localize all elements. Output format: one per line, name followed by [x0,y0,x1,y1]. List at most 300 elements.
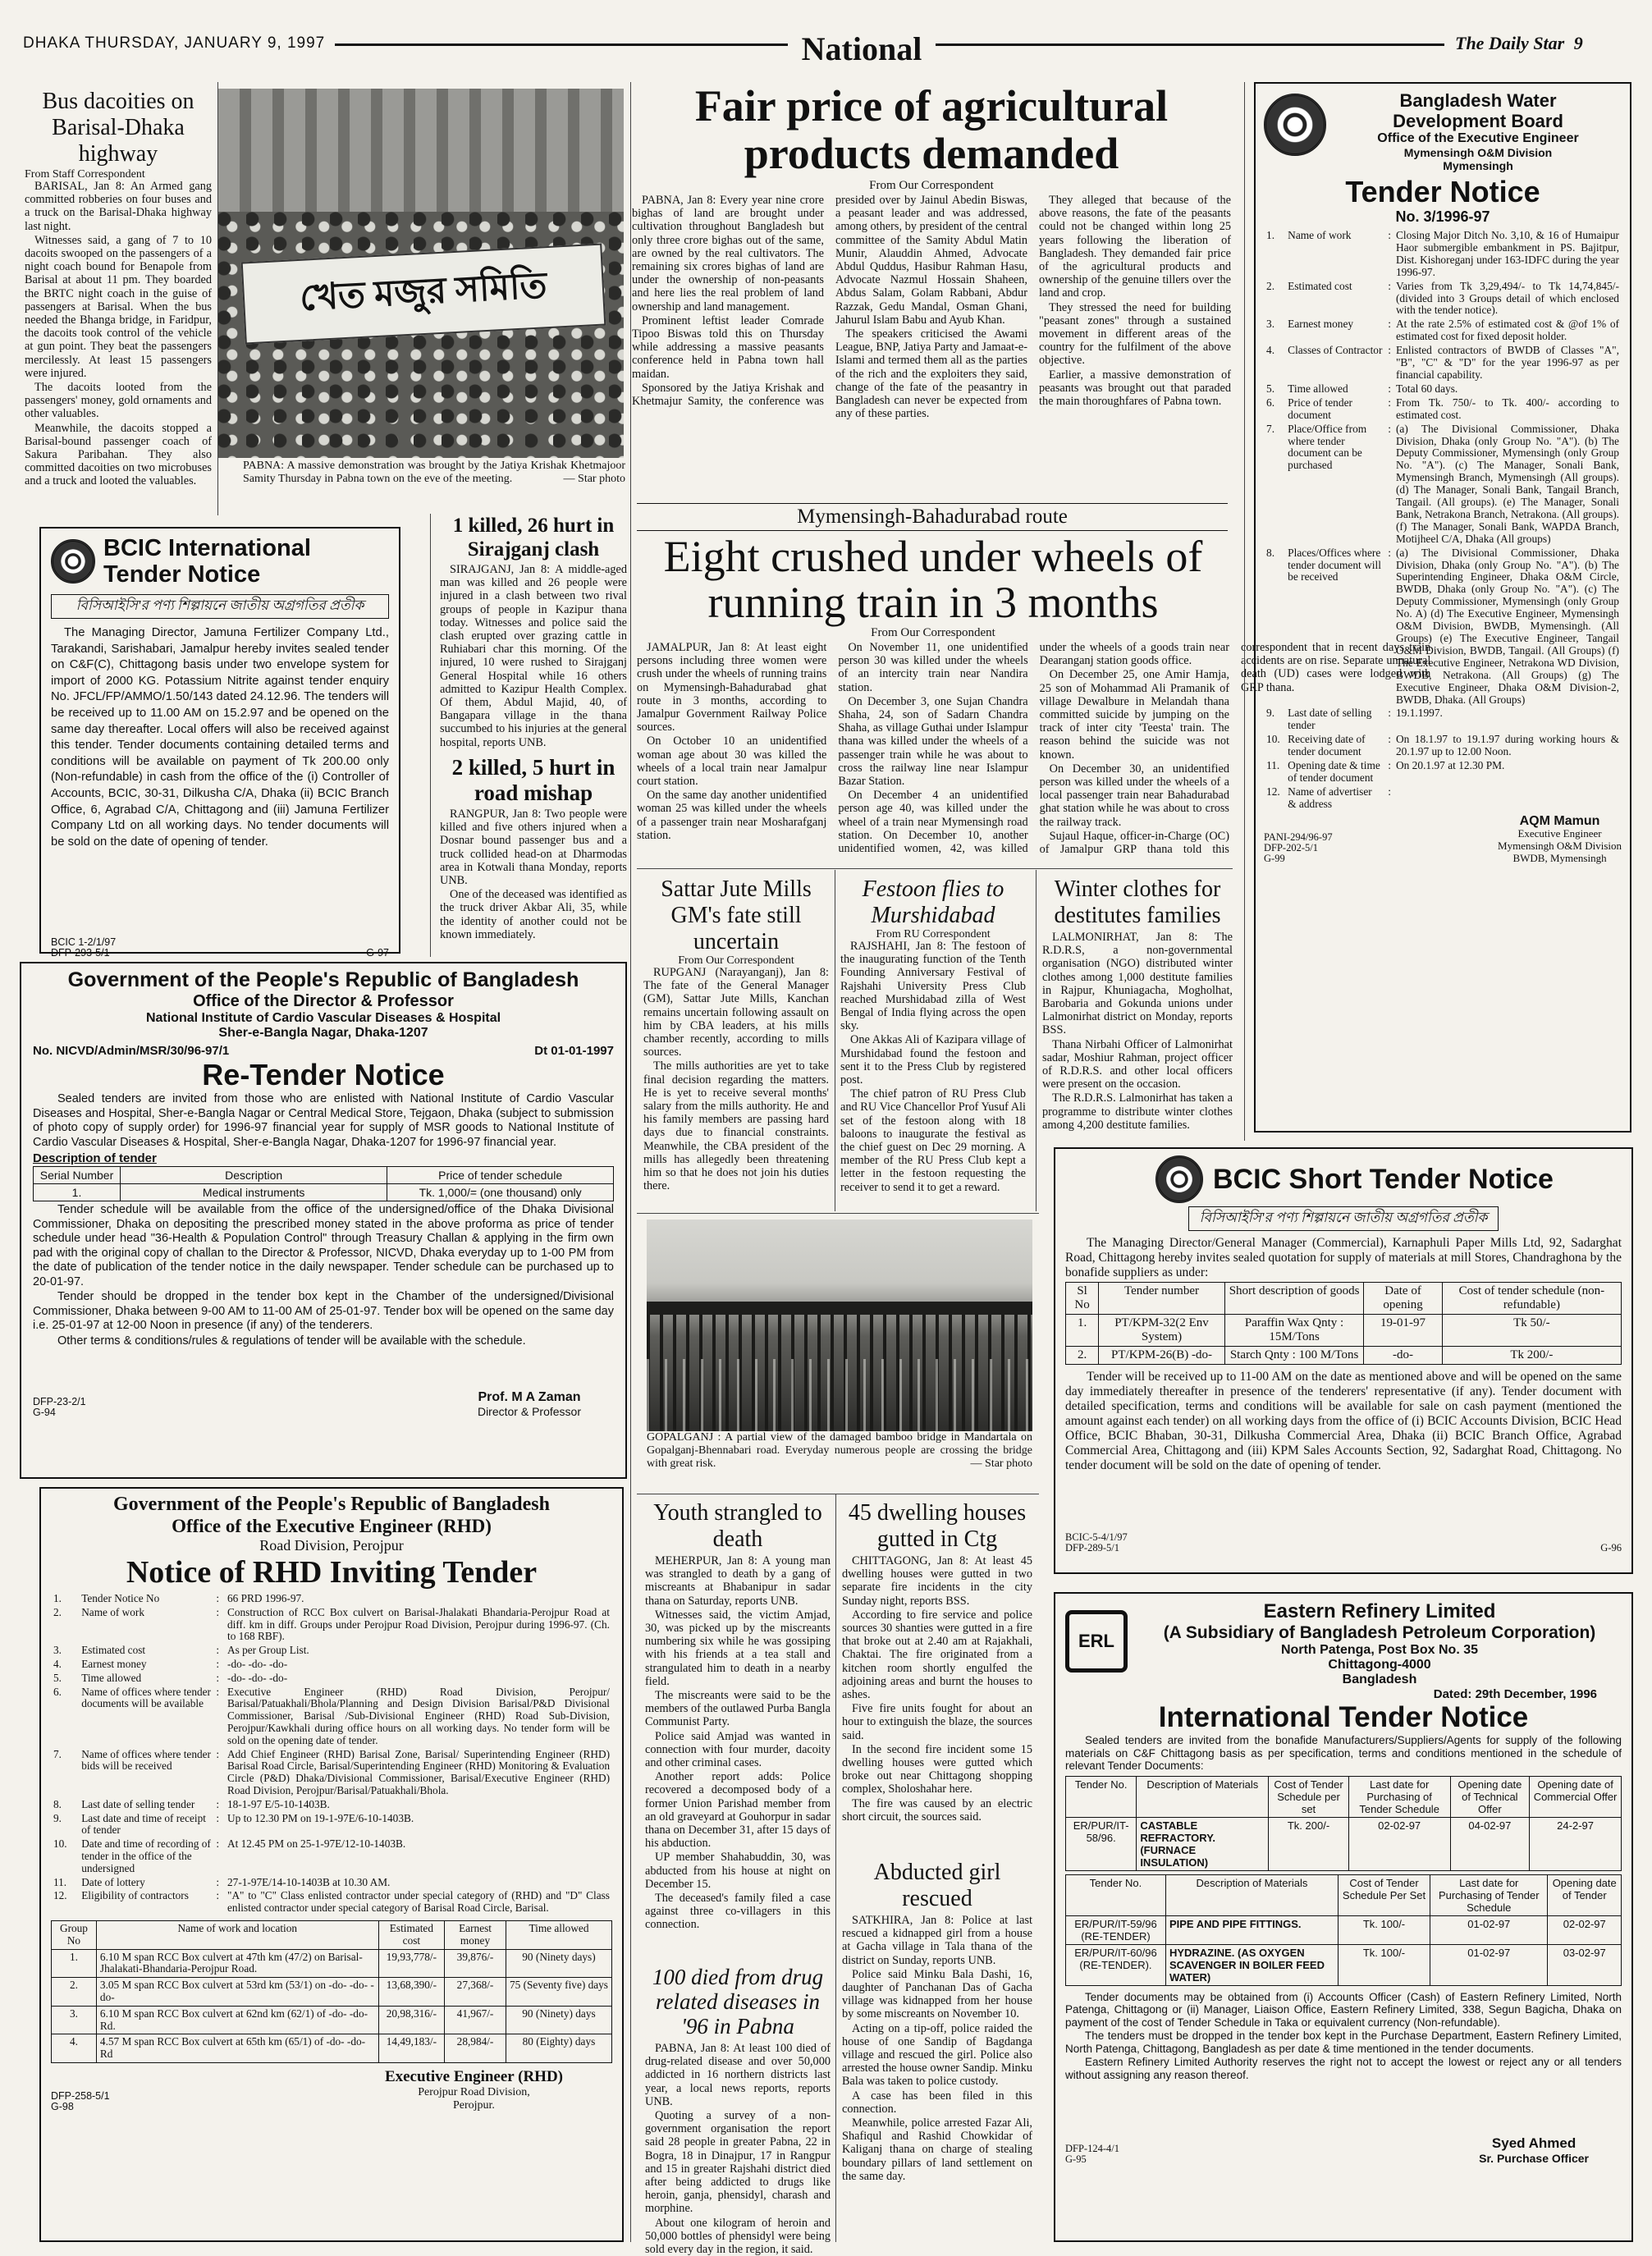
table-cell: Tk. 1,000/= (one thousand) only [387,1184,614,1201]
paragraph: A case has been filed in this connection. [842,2089,1032,2116]
division-name: Road Division, Perojpur [259,1537,404,1554]
table-cell: 27,368/- [445,1978,506,2007]
paragraph: Eastern Refinery Limited Authority reserves the right not to accept the lowest or reject any or all tenders without assigning any reason thereof. [1065,2056,1622,2081]
table-row [1066,1315,1622,1347]
paragraph: RUPGANJ (Narayanganj), Jan 8: The fate of the General Manager (GM), Sattar Jute Mills, Kanchan remains uncertain following assault on him by CBA leaders, at his mills chamber recently, according to mills sources. [643,966,829,1059]
table-row [1066,1944,1622,1985]
address-line: North Patenga, Post Box No. 35 [1280,1643,1479,1657]
ad-footer [33,1390,614,1418]
item-colon: : [216,1797,220,1810]
division-line: Mymensingh O&M Division [1403,146,1553,159]
article-body [842,1554,1032,1824]
bwdb-logo-icon [1264,94,1326,156]
paragraph: BARISAL, Jan 8: An Armed gang committed robberies on four buses and a truck on the Barisal-Dhaka highway last night. [25,180,212,233]
paragraph: LALMONIRHAT, Jan 8: The R.D.R.S, a non-governmental organisation (NGO) distributed winter clothes among 1,000 destitute families in Rajpur, Khuniagacha, Mogholhat, Barobaria and Gokunda unions under Lalmonirhat district on Monday, reports BSS. [1042,931,1233,1037]
ref-code: DFP-124-4/1 [1065,2142,1119,2154]
ref-code: G-98 [51,2100,74,2112]
paragraph: They stressed the need for building "peasant zones" through a sustained movement in different areas of the country for the fulfilment of the above objective. [1039,300,1231,368]
column-rule [1244,82,1245,1141]
ad-title: BCIC International Tender Notice [103,535,311,588]
notice-date: Dated: 29th December, 1996 [1433,1687,1597,1701]
item-label: Places/Offices where tender document will be received [1288,546,1381,583]
list-item [1264,229,1622,280]
list-item [51,1606,612,1644]
signature-block [478,1390,581,1418]
org-line: Development Board [1393,111,1563,131]
item-value: Add Chief Engineer (RHD) Barisal Zone, Barisal/ Superintending Engineer (RHD) Barisal Road Circle, Barisal/Superintending Engineer (RHD) Monitoring & Evaluation Circle (P&D) Dhaka/Divisional Commissioner, Barisal/Executive Engineer (RHD) Road Division, Perojpur/Barisal/Patuakhali/Bhola. [227,1747,610,1796]
item-value: "A" to "C" Class enlisted contractor under special category of (RHD) and "D" Class enlisted contractor under special category of Barisal Road Circle, Barisal. [227,1889,610,1915]
item-number: 3. [1266,318,1275,331]
item-number: 11. [53,1875,67,1888]
ad-title: International Tender Notice [1158,1701,1529,1733]
item-value: As per Group List. [227,1644,309,1657]
column-header: Last date for Purchasing of Tender Schedule [1430,1874,1548,1915]
article-body [842,1914,1032,2234]
item-colon: : [216,1889,220,1902]
column-header: Opening date of Technical Offer [1450,1776,1530,1817]
table-cell: 6.10 M span RCC Box culvert at 47th km (47/2) on Barisal-Jhalakati-Bhandaria-Perojpur Road. [96,1949,378,1978]
photo-credit: — Star photo [563,473,625,485]
item-colon: : [1388,785,1391,798]
list-item [1264,423,1622,547]
notice-number: No. 3/1996-97 [1395,208,1490,225]
table-cell: 01-02-97 [1430,1915,1548,1944]
ad-footer [51,2068,612,2112]
item-value: 66 PRD 1996-97. [227,1592,304,1604]
signatory-title: Executive Engineer (RHD) [384,2067,563,2085]
column-header: Short description of goods [1224,1283,1363,1315]
table-cell: CASTABLE REFRACTORY. (FURNACE INSULATION) [1137,1817,1269,1870]
paragraph: Witnesses said, a gang of 7 to 10 dacoits swooped on the passengers of a night coach bound for Benapole from Barisal at about 11 pm. They boarded the BRTC night coach in the guise of passengers at Barisal. When the bus needed the Bhanga bridge, in Faridpur, the dacoits took control of the vehicle at gun point. They beat the passengers mercilessly. At least 15 passengers were injured. [25,233,212,380]
column-header: Sl No [1066,1283,1099,1315]
paragraph: Earlier, a massive demonstration of peasants was brought out that paraded the main thoroughfares of Pabna town. [1039,368,1231,409]
column-rule [430,514,431,957]
bridge-photo-caption [647,1431,1032,1492]
table-cell: 90 (Ninety) days [506,2006,611,2034]
headline: 100 died from drug related diseases in '96 in Pabna [652,1965,824,2039]
column-header: Group No [52,1920,97,1949]
list-item [1264,396,1622,423]
paragraph: One of the deceased was identified as the truck driver Akbar Ali, 35, while the identity of another could not be known immediately. [440,888,627,941]
column-header: Time allowed [506,1920,611,1949]
item-colon: : [216,1592,220,1604]
ad-footer [1065,2135,1622,2165]
erl-logo-icon [1065,1610,1128,1673]
item-label: Time allowed [81,1671,142,1684]
column-header: Opening date of Tender [1548,1874,1622,1915]
article-bus-dacoities [25,89,212,515]
place-line: Mymensingh [1443,159,1513,172]
table-cell: PT/KPM-32(2 Env System) [1099,1315,1225,1347]
item-number: 6. [1266,396,1275,409]
list-item [1264,382,1622,396]
paragraph: The R.D.R.S. Lalmonirhat has taken a programme to distribute winter clothes among 4,200 destitute families. [1042,1091,1233,1132]
item-value: (a) The Divisional Commissioner, Dhaka Division, Dhaka (only Group No. "A"). (b) The Superintending Engineer, Dhaka O&M Circle, BWDB, Dhaka (only Group No. "A"). (c) The Deputy Commissioner, Mymensingh (only Group No. A) (d) The Executive Engineer, Mymensingh O&M Division, BWDB, Mymensingh. (All Groups) (e) The Executive Engineer, Tangail O&M Division, BWDB, Tangail. (All Groups) (f) The Executive Engineer, Netrakona WD Division, BWDB, Netrakona. (All Groups) (g) The Executive Engineer, Dhaka O&M Division-2, BWDB, Dhaka. (All Groups) [1395,546,1619,706]
item-value: At 12.45 PM on 25-1-97E/12-10-1403B. [227,1837,406,1851]
table-row [1066,1817,1622,1870]
paragraph: Tender schedule will be available from the office of the undersigned/office of the Dhaka Divisional Commissioner, Dhaka on depositing the prescribed money stated in the above proforma as price of tender schedule under head "36-Health & Population Control" through Treasury Challan & applying in the firm own pad with the original copy of challan to the Director & Professor, NICVD, Dhaka everyday up to 1-00 PM from the date of publication of the tender notice in the daily newspaper. Tender schedule can be purchased up to 20-01-97. [33,1203,614,1288]
paragraph: Thana Nirbahi Officer of Lalmonirhat sadar, Moshiur Rahman, project officer of R.D.R.S. and other local officers were present on the occasion. [1042,1037,1233,1091]
table-cell: Tk. 100/- [1338,1944,1430,1985]
column-rule [1036,870,1037,1211]
paragraph: PABNA, Jan 8: Every year nine crore bighas of land are brought under cultivation throughout Bangladesh but only three crore bighas out of the same, are owned by the real cultivators. The remaining six crores bighas of land are under the ownership of non-peasants and here lies the real problem of land ownership and land management. [632,194,824,313]
dateline: DHAKA THURSDAY, JANUARY 9, 1997 [23,34,326,52]
headline: Sattar Jute Mills GM's fate still uncertain [661,876,812,954]
table-cell: 3. [52,2006,97,2034]
item-colon: : [216,1644,220,1657]
item-number: 12. [53,1889,67,1902]
ref-code: DFP-23-2/1 [33,1396,86,1407]
paragraph: Meanwhile, police arrested Fazar Ali, Shafiqul and Rashid Chowkidar of Kaliganj thana on charge of stealing boundary pillars of land settlement on the same day. [842,2116,1032,2183]
office-name: Office of the Executive Engineer (RHD) [172,1516,492,1536]
column-header: Tender No. [1066,1874,1166,1915]
item-value [1393,785,1622,812]
ad-body [33,1203,614,1389]
paragraph: On November 11, one unidentified person 30 was killed under the wheels of an intercity train near Nandira station. [838,641,1028,694]
bangla-slogan: বিসিআইসি'র পণ্য শিল্পায়নে জাতীয় অগ্রগতির প্রতীক [1188,1206,1499,1231]
paragraph: The tenders must be dropped in the tender box kept in the Purchase Department, Eastern Refinery Limited, North Patenga, Chittagong, Bangladesh as per date & time mentioned in the tender documents. [1065,2029,1622,2055]
item-label: Name of advertiser & address [1288,785,1372,810]
item-label: Last date of selling tender [1288,707,1372,732]
paragraph: On December 3, one Sujan Chandra Shaha, 24, son of Sadarn Chandra Shaha, as village Guthai under Islampur thana was killed under the wheels of a passenger train while he was about to cross the railway line near Islampur Bazar Station. [838,694,1028,789]
item-number: 2. [53,1605,62,1618]
table-cell: 24-2-97 [1530,1817,1622,1870]
table-header-row [1066,1776,1622,1817]
item-value: On 20.1.97 at 12.30 PM. [1395,759,1505,772]
intro: Sealed tenders are invited from those who are enlisted with National Institute of Cardio Vascular Diseases and Hospital, Sher-e-Bangla Nagar or Central Medical Store, Tejgaon, Dhaka (subject to submission of photo copy of supply order) for 1996-97 financial year for supply of MSR goods to National Institute of Cardio Vascular Diseases & Hospital, Sher-e-Bangla Nagar, Dhaka-1207 for 1996-97 financial year. [33,1092,614,1149]
table-cell: 19-01-97 [1364,1315,1442,1347]
paragraph: Tender should be dropped in the tender box kept in the Chamber of the undersigned/Divisional Commissioner, Dhaka between 9-00 AM to 11-00 AM of 25-01-97. Tender box will be opened on the same day i.e. 25-01-97 at 12-00 Noon in presence (if any) of the tenderers. [33,1290,614,1332]
ref-code: G-97 [366,947,389,959]
article-festoon [840,876,1026,1205]
item-value: Construction of RCC Box culvert on Barisal-Jhalakati Bhandaria-Perojpur Road at diff. km in diff. Groups under Perojpur Road Division, Perojpur during 1996-97. (Ch. to 168 RBF). [227,1605,610,1643]
table-cell: 2. [52,1978,97,2007]
item-label: Date of lottery [81,1875,145,1888]
paragraph: Five fire units fought for about an hour to extinguish the blaze, the sources said. [842,1702,1032,1742]
header-text [1334,90,1622,172]
paragraph: About one kilogram of heroin and 50,000 bottles of phensidyl were being sold every day in the region, it said. [645,2216,831,2256]
tender-table [33,1166,614,1201]
ref-code: BCIC-5-4/1/97 [1065,1531,1128,1543]
paragraph: On the same day another unidentified woman 25 was killed under the wheels of a passenger train near Mosharafganj station. [637,789,827,842]
logo-text: ERL [1078,1631,1114,1651]
table-cell: ER/PUR/IT-58/96. [1066,1817,1137,1870]
item-label: Price of tender document [1288,396,1352,421]
signature-block [1498,815,1622,864]
item-label: Place/Office from where tender document can be purchased [1288,422,1367,472]
gov-name: Government of the People's Republic of Bangladesh [113,1494,550,1515]
list-item [51,1812,612,1838]
address-line: Chittagong-4000 [1328,1658,1431,1672]
table-cell: ER/PUR/IT-60/96 (RE-TENDER). [1066,1944,1166,1985]
table-cell: 20,98,316/- [378,2006,444,2034]
byline: From Our Correspondent [678,954,794,967]
column-header: Description [121,1167,387,1184]
item-number: 4. [53,1657,62,1670]
table-row [52,1949,612,1978]
signatory-name: Syed Ahmed [1491,2135,1576,2151]
paragraph: Meanwhile, the dacoits stopped a Barisal-bound passenger coach of Sakura Paribahan. They also committed dacoities on two microbuses and a truck and looted the valuables. [25,421,212,488]
ref-code: DFP-293-5/1 [51,947,110,959]
item-number: 10. [53,1837,67,1851]
ad-bcic-short-tender [1054,1147,1633,1574]
signature-block [385,2068,563,2112]
article-sirajganj-clash [440,514,627,760]
item-value: Closing Major Ditch No. 3,10, & 16 of Humaipur Haor submergible embankment in PS. Bajitpur, Dist. Kishoreganj under 163-IDFC during the year 1996-97. [1395,229,1619,278]
column-header: Cost of Tender Schedule per set [1269,1776,1348,1817]
paragraph: Another report adds: Police recovered a decomposed body of a former Union Parishad member from an old graveyard at Gouhorpur in sadar thana on December 31, after 15 days of his abduction. [645,1770,831,1851]
item-label: Name of work [1288,229,1352,241]
item-label: Time allowed [1288,382,1348,395]
headline: 1 killed, 26 hurt in Sirajganj clash [452,515,615,561]
article-body [440,808,627,955]
item-number: 8. [53,1797,62,1810]
company-sub: (A Subsidiary of Bangladesh Petroleum Corporation) [1163,1623,1596,1642]
headline: 2 killed, 5 hurt in road mishap [451,755,615,805]
article-road-mishap [440,755,627,959]
column-header: Tender number [1099,1283,1225,1315]
caption-text: GOPALGANJ : A partial view of the damaged bamboo bridge in Mandartala on Gopalganj-Bhennabari road. Everyday numerous people are crossing the bridge with great risk. [647,1431,1032,1470]
header-text [1137,1600,1622,1687]
table-header-row [1066,1283,1622,1315]
article-sattar-jute [643,876,829,1205]
ref-code: PANI-294/96-97 [1264,831,1333,843]
signatory-name: Prof. M A Zaman [478,1390,581,1404]
column-header: Estimated cost [378,1920,444,1949]
item-value: -do- -do- -do- [227,1657,288,1670]
bridge-reflection [647,1359,1032,1431]
item-colon: : [216,1657,220,1670]
notice-date: Dt 01-01-1997 [534,1044,614,1058]
paragraph: In the second fire incident some 15 dwelling houses were gutted which broke out near Chittagong shopping complex, Sholoshahar here. [842,1742,1032,1796]
headline: Festoon flies to Murshidabad [862,876,1004,928]
table-cell: 28,984/- [445,2034,506,2063]
ref-code: G-99 [1264,852,1285,864]
photo-credit: — Star photo [970,1457,1032,1470]
article-body [840,940,1026,1194]
item-colon: : [216,1811,220,1824]
item-label: Estimated cost [81,1644,146,1657]
building-shapes [218,89,624,220]
gov-name: Government of the People's Republic of Bangladesh [67,968,579,991]
item-value: 19.1.1997. [1395,707,1443,720]
table-cell: 3.05 M span RCC Box culvert at 53rd km (53/1) on -do- -do- -do- [96,1978,378,2007]
ad-refs [51,937,389,959]
item-label: Earnest money [1288,318,1354,331]
list-item [1264,547,1622,707]
ad-title: Tender Notice [1345,175,1540,208]
paragraph: MEHERPUR, Jan 8: A young man was strangled to death by a gang of miscreants at Bhabanipur in sadar thana on Saturday, reports UNB. [645,1554,831,1608]
signatory-title: Executive Engineer [1517,826,1602,840]
item-value: 27-1-97E/14-10-1403B at 10.30 AM. [227,1875,391,1888]
office-name: Office of the Director & Professor [193,992,454,1010]
paragraph: On December 30, an unidentified person was killed under the wheels of a local passenger train near Bahadurabad ghat station while he was about to cross the railway track. [1039,762,1229,829]
list-item [51,1672,612,1686]
item-colon: : [1388,546,1391,559]
item-value: Up to 12.30 PM on 19-1-97E/6-10-1403B. [227,1811,414,1824]
paragraph: CHITTAGONG, Jan 8: At least 45 dwelling houses were gutted in two separate fire incidents in the city Sunday night, reports BSS. [842,1554,1032,1608]
list-item [1264,318,1622,344]
article-houses-gutted [842,1500,1032,1845]
table-cell: 90 (Ninety days) [506,1949,611,1978]
headline: Youth strangled to death [653,1500,822,1552]
item-colon: : [1388,344,1391,357]
column-header: Last date for Purchasing of Tender Schedule [1348,1776,1450,1817]
ref-block [1065,2144,1119,2165]
item-number: 11. [1266,759,1280,772]
article-body [25,180,212,524]
table-row [52,2034,612,2063]
row-rule [637,868,1233,869]
item-colon: : [1388,229,1391,241]
ad-body: The Managing Director, Jamuna Fertilizer Company Ltd., Tarakandi, Sarishabari, Jamalpur hereby invites sealed tender on C&F(C), Chittagong basis under two envelope system for import of 2000 KG. Potassium Nitrite against tender enquiry No. JFCL/FP/AMMO/1.50/143 dated 24.12.96. The tenders will be received up to 11.00 AM on 15.2.97 and be opened on the same day thereafter. Local offers will also be received against this tender. Tender documents containing detailed terms and conditions will be available on payment of Tk 200.00 only (Non-refundable) in cash from the office of the (i) Controller of Accounts, BCIC, 30-31, Dilkusha C/A, Dhaka (ii) BCIC Branch Office, 6, Agrabad C/A, Chittagong and (iii) Jamuna Fertilizer Company Ltd on all working days. No tender documents will be sold on the date of opening of tender. [51,626,389,849]
paragraph: The deceased's family filed a case against three co-villagers in this connection. [645,1892,831,1932]
table-cell: Tk 200/- [1442,1347,1621,1365]
headline: Fair price of agricultural products demanded [694,81,1169,178]
paragraph: One Akkas Ali of Kazipara village of Murshidabad found the festoon and sent it to the Press Club by registered post. [840,1033,1026,1087]
table-cell: 75 (Seventy five) days [506,1978,611,2007]
paragraph: RANGPUR, Jan 8: Two people were killed and five others injured when a Dosnar bound passenger bus and a truck collided head-on at Dharmodas area in Kotwali thana Monday, reports UNB. [440,808,627,888]
page-number: 9 [1573,33,1583,53]
item-colon: : [1388,382,1391,395]
column-header: Tender No. [1066,1776,1137,1817]
item-number: 1. [53,1592,62,1604]
tender-table [1065,1282,1622,1365]
section-title: National [801,30,922,67]
item-number: 8. [1266,546,1275,559]
ref-code: BCIC 1-2/1/97 [51,936,117,948]
headline: 45 dwelling houses gutted in Ctg [848,1500,1027,1552]
table-cell: 1. [1066,1315,1099,1347]
list-item [1264,344,1622,382]
list-item [51,1837,612,1875]
ref-code: G-95 [1065,2153,1087,2165]
column-header: Cost of Tender Schedule Per Set [1338,1874,1430,1915]
list-item [51,1658,612,1672]
article-body [643,966,829,1206]
table-cell: 80 (Eighty) days [506,2034,611,2063]
ad-header [1065,1600,1622,1687]
item-colon: : [216,1685,220,1698]
table-cell: 01-02-97 [1430,1944,1548,1985]
paragraph: Other terms & conditions/rules & regulations of tender will be available with the schedule. [57,1334,526,1348]
list-item [1264,733,1622,759]
notice-number: No. NICVD/Admin/MSR/30/96-97/1 [33,1044,230,1058]
paragraph: JAMALPUR, Jan 8: At least eight persons including three women were crush under the wheels of running trains on Mymensingh-Bahadurabad ghat route in 3 months, according to Jamalpur Government Railway Police sources. [637,641,827,734]
table-row [1066,1347,1622,1365]
pabna-photo-caption [243,460,625,514]
institute-name: National Institute of Cardio Vascular Diseases & Hospital [145,1011,501,1025]
item-value: -do- -do- -do- [227,1671,288,1684]
paper-name [1455,33,1583,54]
paragraph: The chief patron of RU Press Club and RU Vice Chancellor Prof Yusuf Ali set of the festoon along with 18 baloons to inaugurate the festival as the chief guest on Dec 29 morning. A member of the RU Press Club kept a letter in the festoon requesting the receiver to send it to get a reward. [840,1087,1026,1194]
ref-block [33,1397,86,1418]
caption-text: PABNA: A massive demonstration was brought by the Jatiya Krishak Khetmajoor Samity Thursday in Pabna town on the eve of the meeting. [243,460,625,485]
table-cell: 13,68,390/- [378,1978,444,2007]
ad-rhd-inviting-tender [39,1487,624,2242]
table-cell: Tk 50/- [1442,1315,1621,1347]
list-item [1264,707,1622,733]
column-header: Price of tender schedule [387,1167,614,1184]
route-kicker: Mymensingh-Bahadurabad route [637,503,1228,531]
ad-body: Tender will be received up to 11-00 AM on the date as mentioned above and will be opened on the same day immediately thereafter in presence of the tenderers' representative (if any). Tender document with detailed specification, terms and conditions will be available for sale on cash payment (mentioned the amount against each tender) on all working days from the office of (i) BCIC Accounts Division, BCIC Head Office, BCIC Bhaban, 30-31, Dilkusha Commercial Area, Dhaka (ii) BCIC Branch Office, Agrabad Commercial Area, Chittagong and (iii) KPM Sales Accounts Section, 92, Sadarghat Road, Chittagong. No tender document will be sold on the date of opening of tender. [1065,1370,1622,1472]
bcic-emblem-icon [1155,1155,1203,1203]
item-number: 6. [53,1685,62,1698]
banner-text: খেত মজুর সমিতি [299,264,548,318]
signatory-office: Perojpur Road Division, [418,2085,530,2098]
item-number: 5. [53,1671,62,1684]
bangla-slogan: বিসিআইসি'র পণ্য শিল্পায়নে জাতীয় অগ্রগতির প্রতীক [51,594,389,619]
column-rule [835,1494,836,2242]
item-colon: : [1388,733,1391,746]
headline: Abducted girl rescued [873,1860,1001,1911]
signatory-name: AQM Mamun [1519,813,1600,828]
item-label: Date and time of recording of tender in the office of the undersigned [81,1837,211,1874]
item-value: (a) The Divisional Commissioner, Dhaka Division, Dhaka (only Group No. "A"). (b) The Deputy Commissioner, Mymensingh (only Group No. "A"). (c) The Manager, Sonali Bank, Mymensingh Branch, Mymensingh (All groups). (d) The Manager, Sonali Bank, Tangail Branch, Tangail. (All groups). (e) The Manager, Sonali Bank, Netrakona Branch, Netrakona. (All groups). (f) The Manager, Sonali Bank, WAPDA Branch, Motijheel C/A, Dhaka (All groups) [1395,422,1619,545]
item-value: At the rate 2.5% of estimated cost & @of 1% of estimated cost for fixed deposit holder. [1395,318,1619,343]
ref-block [1264,832,1333,864]
paragraph: Quoting a survey of a non-government organisation the report said 28 people in greater Pabna, 22 in Bogra, 18 in Dinajpur, 17 in Rangpur and 15 in greater Rajshahi district died after being addicted to drugs like heroin, ganja, phensidyl, charash and morphine. [645,2109,831,2216]
paragraph: The miscreants were said to be the members of the outlawed Purba Bangla Communist Party. [645,1689,831,1729]
table-cell: 19,93,778/- [378,1949,444,1978]
signatory-title: Director & Professor [477,1405,581,1418]
list-item [51,1592,612,1606]
item-number: 2. [1266,279,1275,292]
ad-eastern-refinery [1054,1592,1633,2242]
column-header: Date of opening [1364,1283,1442,1315]
signatory-place: BWDB, Mymensingh [1512,851,1607,864]
item-number: 5. [1266,382,1275,395]
masthead [23,31,1631,69]
paragraph: SATKHIRA, Jan 8: Police at last rescued a kidnapped girl from a house at Gacha village in Tala thana of the district on Sunday, reports UNB. [842,1914,1032,1967]
office-line: Office of the Executive Engineer [1377,131,1579,145]
paragraph: Acting on a tip-off, police raided the house of one Sandip of Bagdanga village and rescued the girl. Police also arrested the house owner Sandip. Minku Bala was taken to police custody. [842,2021,1032,2089]
headline: Winter clothes for destitutes families [1054,876,1221,928]
table-header-row [52,1920,612,1949]
row-rule [637,1213,1039,1214]
section-rule-left [335,43,788,46]
tender-details-list [51,1592,612,1915]
group-table [51,1920,612,2063]
header-row [1155,1155,1622,1203]
paragraph: Witnesses said, the victim Amjad, 30, was picked up by the miscreants numbering six while he was gossiping with his friends at a tea stall and strangulated him to death in a nearby field. [645,1608,831,1688]
article-drug-deaths [645,1965,831,2256]
ad-bcic-international-tender [39,527,400,959]
gopalganj-bridge-photo [647,1220,1032,1431]
item-colon: : [216,1671,220,1684]
ad-header [1264,90,1622,172]
item-colon: : [216,1875,220,1888]
list-item [1264,280,1622,318]
byline: From RU Correspondent [876,928,991,940]
table-cell: 4. [52,2034,97,2063]
item-label: Classes of Contractor [1288,344,1383,357]
byline: From Our Correspondent [869,179,994,192]
table-cell: Medical instruments [121,1184,387,1201]
list-item [1264,785,1622,812]
table-cell: 1. [34,1184,121,1201]
item-number: 7. [1266,422,1275,435]
ref-block [51,2091,110,2112]
table-row [52,2006,612,2034]
item-colon: : [1388,279,1391,292]
list-item [51,1748,612,1798]
article-fair-price [632,82,1231,492]
item-colon: : [216,1605,220,1618]
table-cell: 39,876/- [445,1949,506,1978]
article-youth-strangled [645,1500,831,1960]
table-cell: PIPE AND PIPE FITTINGS. [1165,1915,1338,1944]
